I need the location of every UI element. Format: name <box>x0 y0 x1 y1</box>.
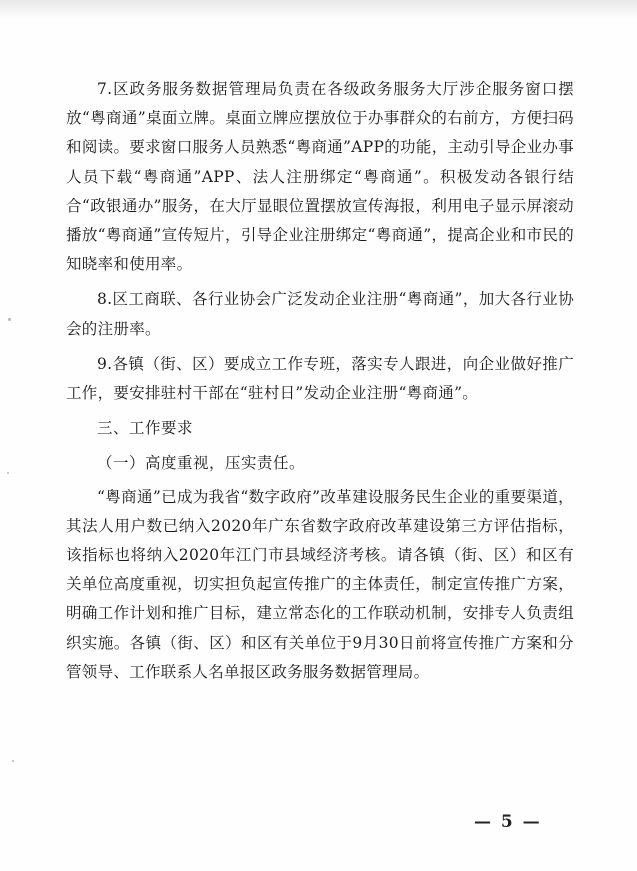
scan-speck <box>8 318 11 321</box>
paragraph-item-8: 8.区工商联、各行业协会广泛发动企业注册“粤商通”，加大各行业协会的注册率。 <box>66 290 574 338</box>
document-body <box>66 75 574 693</box>
page-number: — 5 — <box>474 812 542 832</box>
section-heading: 三、工作要求 <box>97 419 194 438</box>
scan-edge-shadow <box>0 0 637 20</box>
scan-speck <box>7 472 9 474</box>
paragraph-item-9: 9.各镇（街、区）要成立工作专班，落实专人跟进，向企业做好推广工作，要安排驻村干部在“驻村日”发动企业注册“粤商通”。 <box>66 354 574 403</box>
subsection-heading: （一）高度重视，压实责任。 <box>97 454 306 473</box>
paragraph-body: “粤商通”已成为我省“数字政府”改革建设服务民生企业的重要渠道，其法人用户数已纳入2020年广东省数字政府改革建设第三方评估指标，该指标也将纳入2020年江门市县域经济考核。请各镇（街、区）和区有关单位高度重视，切实担负起宣传推广的主体责任，制定宣传推广方案，明确工作计划和推广目标，建立常态化的工作联动机制，安排专人负责组织实施。各镇（街、区）和区有关单位于9月30日前将宣传推广方案和分管领导、工作联系人名单报区政务服务数据管理局。 <box>66 487 574 681</box>
paragraph-item-7: 7.区政务服务数据管理局负责在各级政务服务大厅涉企服务窗口摆放“粤商通”桌面立牌。桌面立牌应摆放位于办事群众的右前方，方便扫码和阅读。要求窗口服务人员熟悉“粤商通”APP的功能，主动引导企业办事人员下载“粤商通”APP、法人注册绑定“粤商通”。积极发动各银行结合“政银通办”服务，在大厅显眼位置摆放宣传海报，利用电子显示屏滚动播放“粤商通”宣传短片，引导企业注册绑定“粤商通”，提高企业和市民的知晓率和使用率。 <box>66 80 574 274</box>
scan-speck <box>12 760 14 762</box>
